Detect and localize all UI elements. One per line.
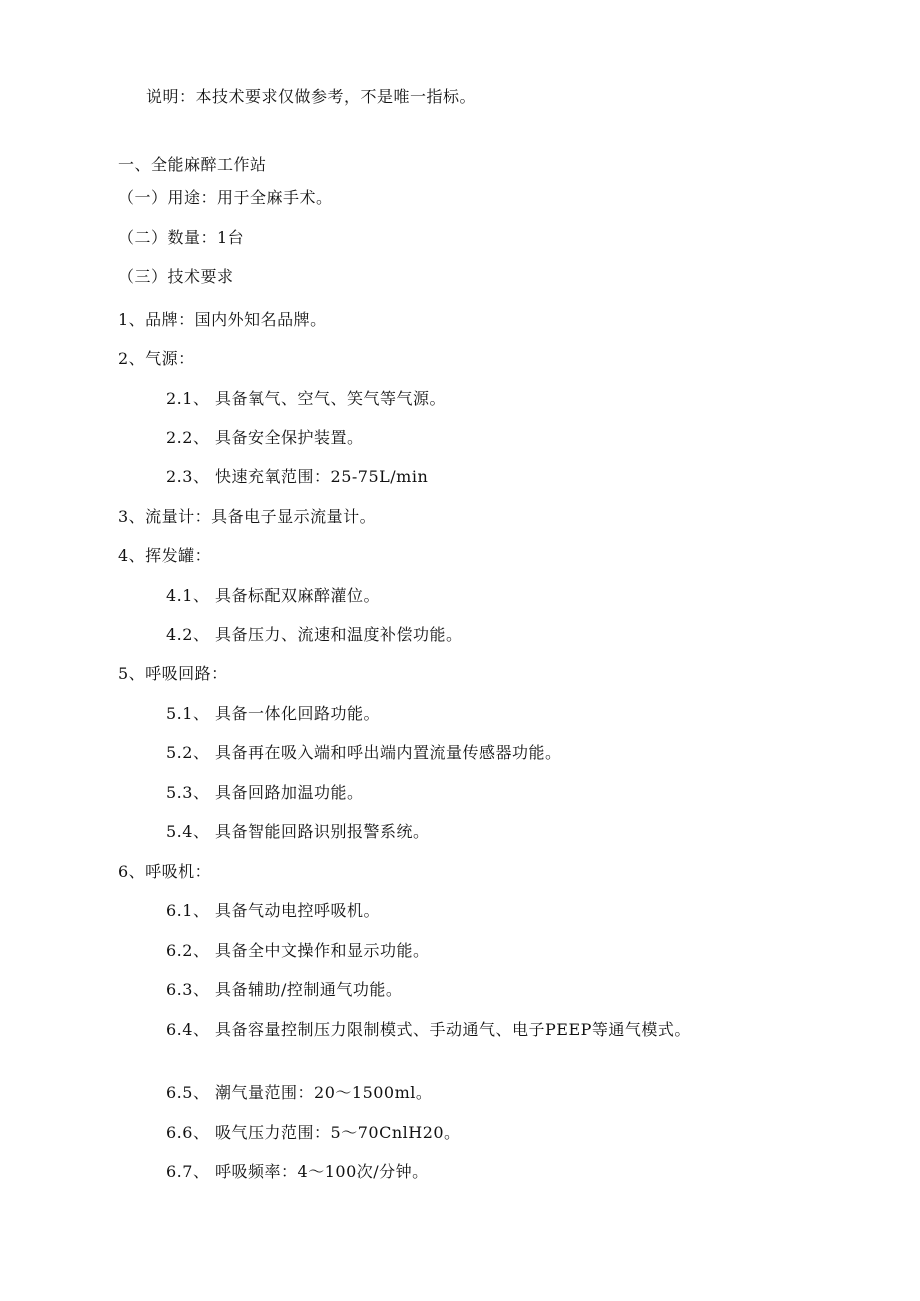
- item-ventilator-sub: 6.1、 具备气动电控呼吸机。: [166, 901, 381, 920]
- item-gas-source-sub: 2.3、 快速充氧范围：25-75L/min: [166, 467, 429, 486]
- quantity-line: （二）数量：1台: [118, 228, 245, 247]
- item-gas-source-title: 2、气源：: [118, 349, 195, 368]
- item-ventilator-sub: 6.6、 吸气压力范围：5～70CnlH20。: [166, 1123, 461, 1142]
- item-breathing-circuit-sub: 5.3、 具备回路加温功能。: [166, 783, 364, 802]
- item-breathing-circuit-title: 5、呼吸回路：: [118, 664, 228, 683]
- item-ventilator-title: 6、呼吸机：: [118, 862, 212, 881]
- item-gas-source-sub: 2.1、 具备氧气、空气、笑气等气源。: [166, 389, 447, 408]
- tech-requirements-header: （三）技术要求: [118, 267, 234, 286]
- item-flowmeter: 3、流量计：具备电子显示流量计。: [118, 507, 377, 526]
- item-brand: 1、品牌：国内外知名品牌。: [118, 310, 327, 329]
- item-vaporizer-sub: 4.1、 具备标配双麻醉灌位。: [166, 586, 381, 605]
- item-breathing-circuit-sub: 5.2、 具备再在吸入端和呼出端内置流量传感器功能。: [166, 743, 562, 762]
- item-ventilator-sub: 6.2、 具备全中文操作和显示功能。: [166, 941, 430, 960]
- item-breathing-circuit-sub: 5.1、 具备一体化回路功能。: [166, 704, 381, 723]
- item-vaporizer-sub: 4.2、 具备压力、流速和温度补偿功能。: [166, 625, 463, 644]
- item-ventilator-sub: 6.3、 具备辅助/控制通气功能。: [166, 980, 403, 999]
- disclaimer-note: 说明：本技术要求仅做参考，不是唯一指标。: [146, 87, 477, 106]
- purpose-line: （一）用途：用于全麻手术。: [118, 188, 333, 207]
- section-title: 一、全能麻醉工作站: [118, 155, 267, 174]
- item-vaporizer-title: 4、挥发罐：: [118, 546, 212, 565]
- item-ventilator-sub: 6.4、 具备容量控制压力限制模式、手动通气、电子PEEP等通气模式。: [166, 1020, 691, 1039]
- item-breathing-circuit-sub: 5.4、 具备智能回路识别报警系统。: [166, 822, 430, 841]
- item-ventilator-sub: 6.5、 潮气量范围：20～1500ml。: [166, 1083, 433, 1102]
- item-gas-source-sub: 2.2、 具备安全保护装置。: [166, 428, 364, 447]
- item-ventilator-sub: 6.7、 呼吸频率：4～100次/分钟。: [166, 1162, 429, 1181]
